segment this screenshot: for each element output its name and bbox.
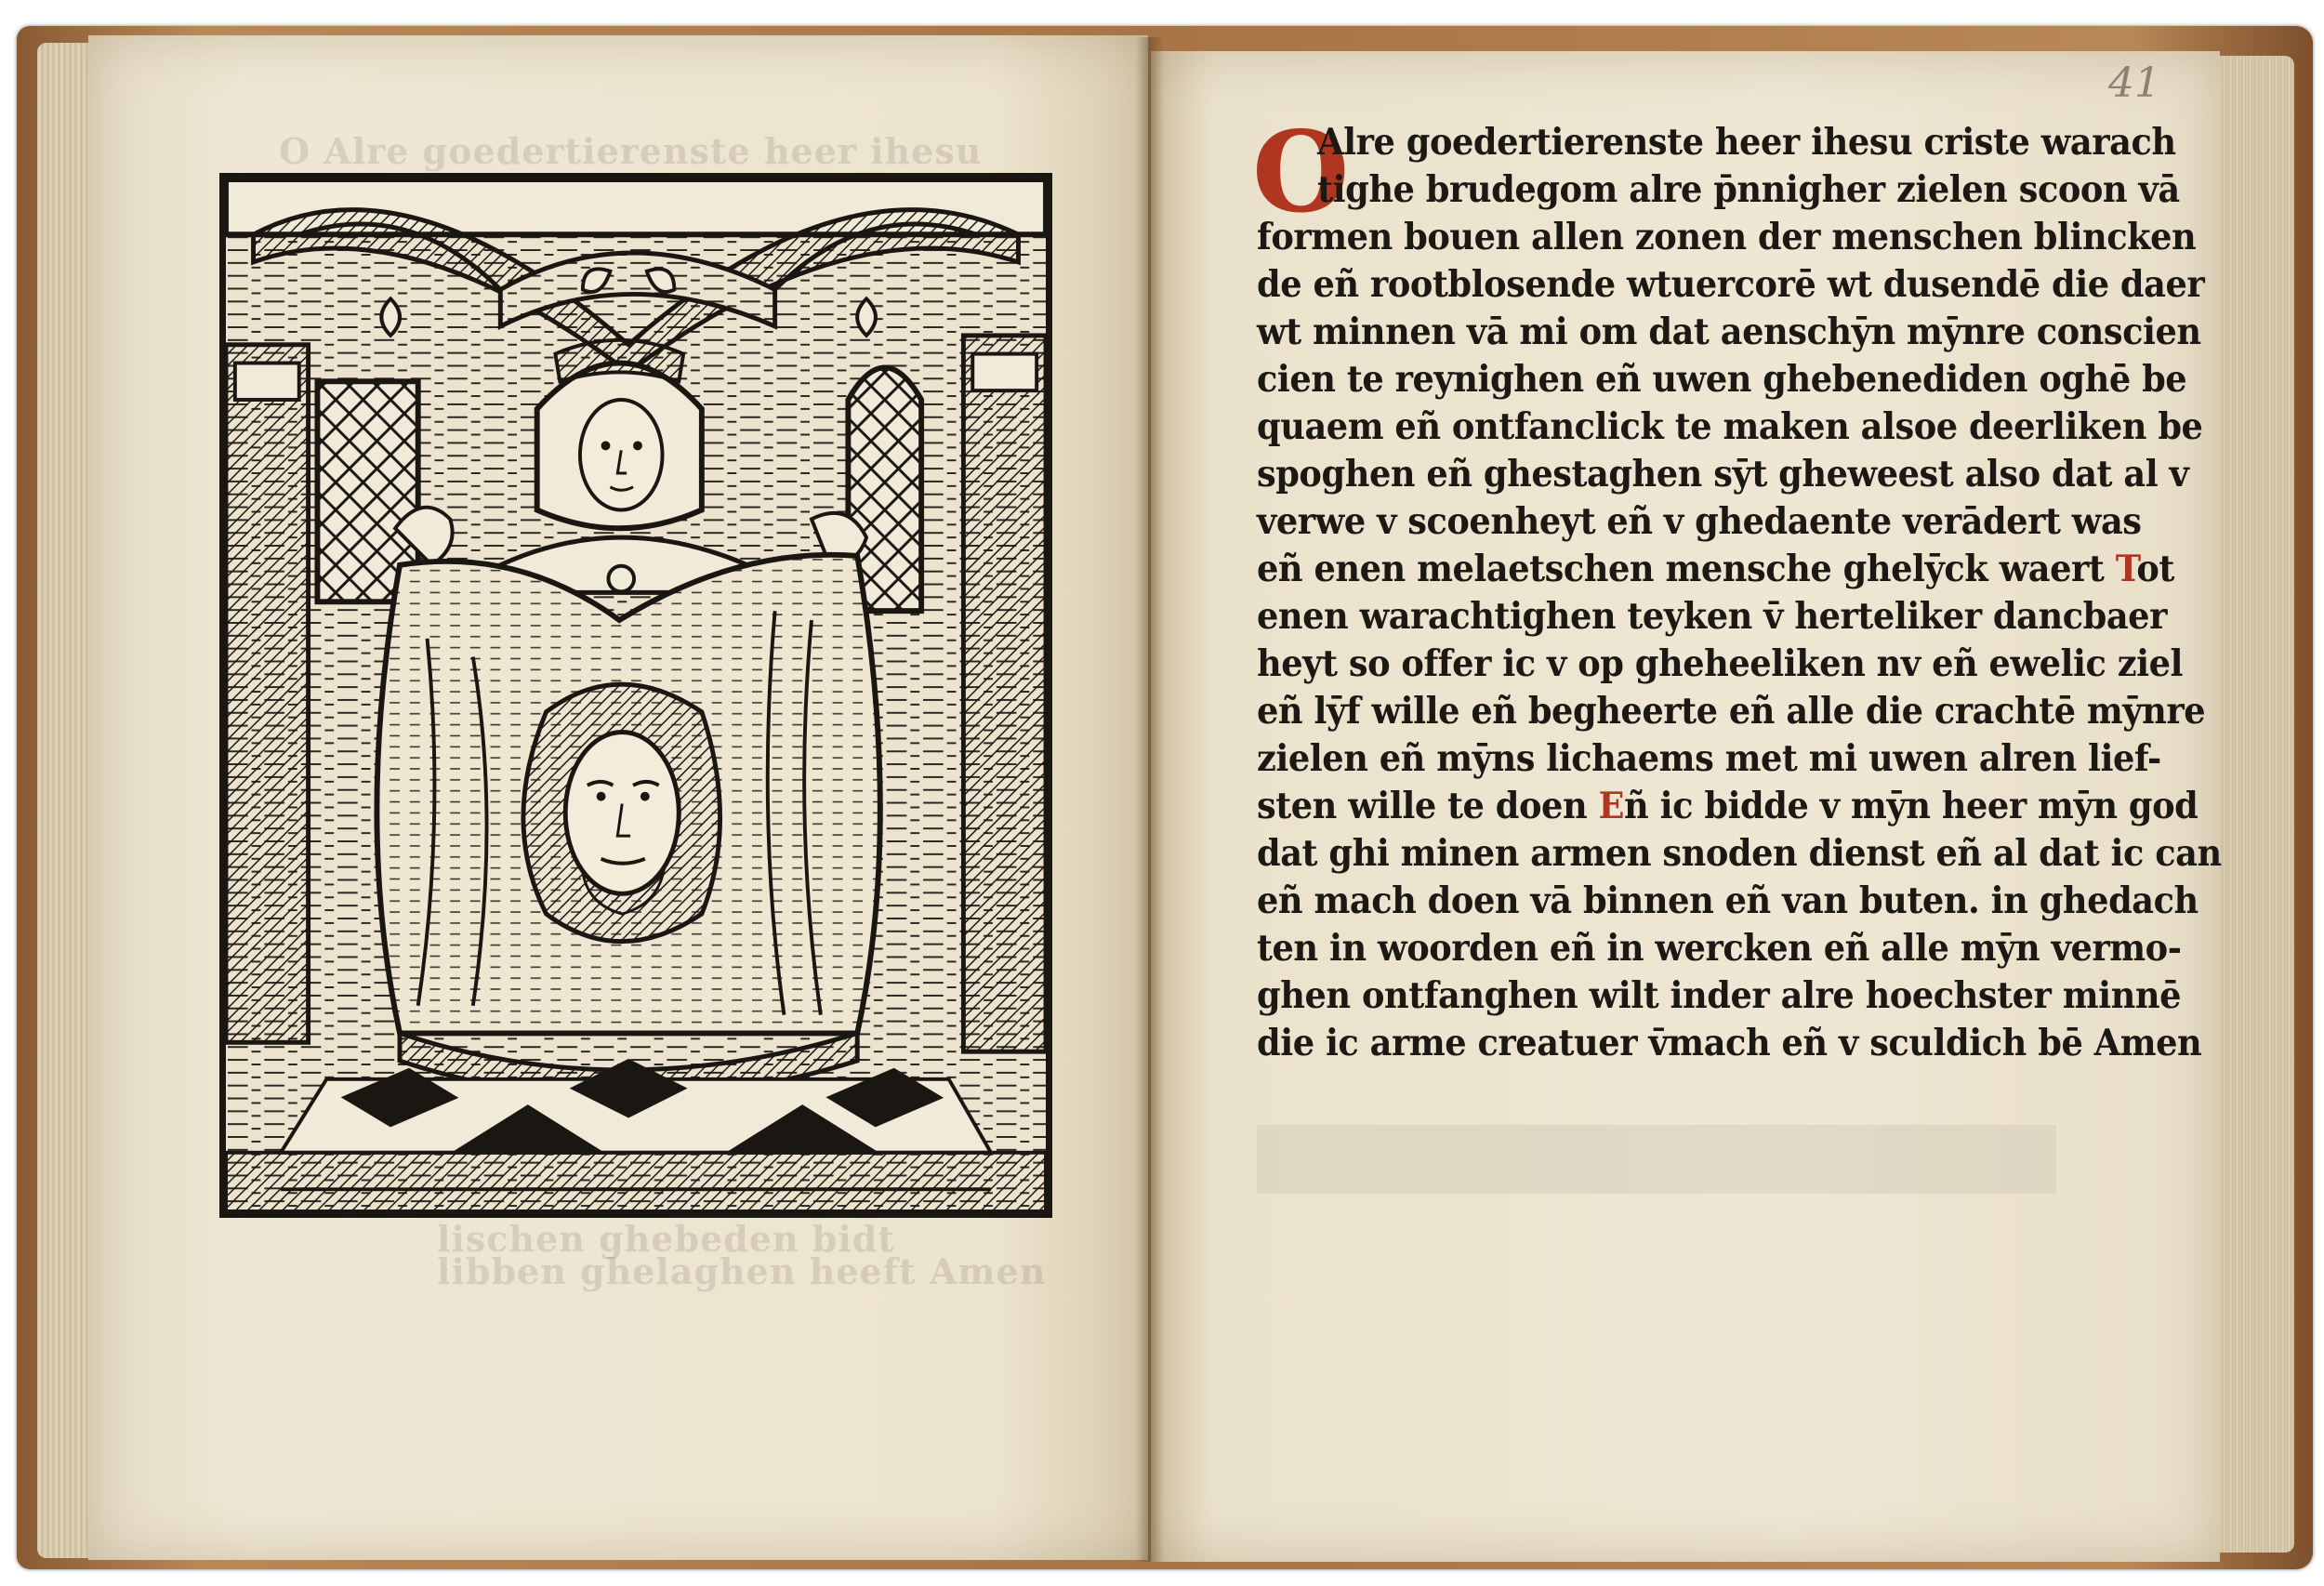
text-segment: Alre goedertierenste heer (1317, 121, 1812, 164)
text-segment: formen bouen allen zonen der menschen blincken (1257, 216, 2197, 258)
book-gutter (1136, 37, 1164, 1562)
text-segment: verwe v scoenheyt eñ v ghedaente verādert was (1257, 500, 2142, 543)
gothic-text-block (1257, 119, 2222, 1067)
text-line (1257, 830, 2222, 878)
text-segment: eñ mach doen vā binnen eñ van buten. in ghedach (1257, 879, 2199, 922)
show-through-line: O Alre goedertierenste heer ihesu (279, 130, 983, 172)
text-line (1257, 925, 2182, 972)
text-line (1257, 688, 2206, 735)
text-line (1257, 261, 2205, 309)
text-segment: wt minnen vā mi om dat aenschȳn mȳnre conscien (1257, 311, 2201, 353)
text-segment: eñ enen melaetschen mensche ghelȳck waert (1257, 548, 2116, 590)
veronica-woodcut-image (226, 179, 1046, 1211)
show-through-line: libben ghelaghen heeft Amen (437, 1250, 1047, 1292)
text-segment: ghen ontfanghen wilt inder alre hoechster minnē (1257, 974, 2182, 1017)
text-line (1257, 166, 2180, 214)
text-line (1257, 546, 2174, 593)
text-segment: spoghen eñ ghestaghen sȳt gheweest also dat al v (1257, 453, 2189, 496)
text-segment: quaem eñ ontfanclick te maken alsoe deerliken be (1257, 405, 2203, 448)
text-segment: ot (2136, 548, 2174, 590)
text-segment: sten wille te doen (1257, 785, 1599, 827)
text-segment: die ic arme creatuer v̄mach eñ v sculdich bē Amen (1257, 1022, 2202, 1064)
woodcut-illustration (219, 173, 1052, 1218)
text-line (1257, 498, 2142, 546)
rubricated-letter: E (1598, 785, 1625, 827)
page-stain (1257, 1125, 2056, 1194)
text-segment: ten in woorden eñ in wercken eñ alle mȳn vermo- (1257, 927, 2182, 970)
text-line (1257, 735, 2161, 783)
text-segment: ihesu (1811, 121, 1913, 164)
text-line (1257, 214, 2197, 261)
text-segment: dat ghi minen armen snoden dienst eñ al dat ic can (1257, 832, 2222, 875)
text-line (1257, 451, 2189, 498)
text-segment: zielen eñ mȳns lichaems met mi uwen alren lief- (1257, 737, 2161, 780)
rubricated-initial: O (1252, 107, 1350, 238)
text-segment: criste warach (1912, 121, 2176, 164)
text-line (1257, 403, 2203, 451)
rubricated-letter: T (2115, 548, 2137, 590)
text-line (1257, 641, 2184, 688)
text-line (1257, 119, 2176, 166)
text-segment: tighe brudegom alre p̄nnigher zielen scoon vā (1317, 168, 2180, 211)
text-segment: de eñ rootblosende wtuercorē wt dusendē die daer (1257, 263, 2205, 306)
text-segment: cien te reynighen eñ uwen ghebenediden oghē be (1257, 358, 2187, 401)
folio-number: 41 (2108, 59, 2160, 107)
text-line (1257, 878, 2199, 925)
show-through-line: lischen ghebeden bidt (437, 1218, 895, 1260)
text-line (1257, 309, 2201, 356)
text-segment: ñ ic bidde v mȳn heer mȳn god (1624, 785, 2199, 827)
text-line (1257, 972, 2182, 1020)
text-line (1257, 356, 2187, 403)
text-line (1257, 593, 2167, 641)
text-line (1257, 1020, 2202, 1067)
text-line (1257, 783, 2199, 830)
text-segment: enen warachtighen teyken v̄ herteliker dancbaer (1257, 595, 2167, 638)
text-segment: heyt so offer ic v op gheheeliken nv eñ ewelic ziel (1257, 642, 2184, 685)
text-segment: eñ lȳf wille eñ begheerte eñ alle die crachtē mȳnre (1257, 690, 2206, 733)
